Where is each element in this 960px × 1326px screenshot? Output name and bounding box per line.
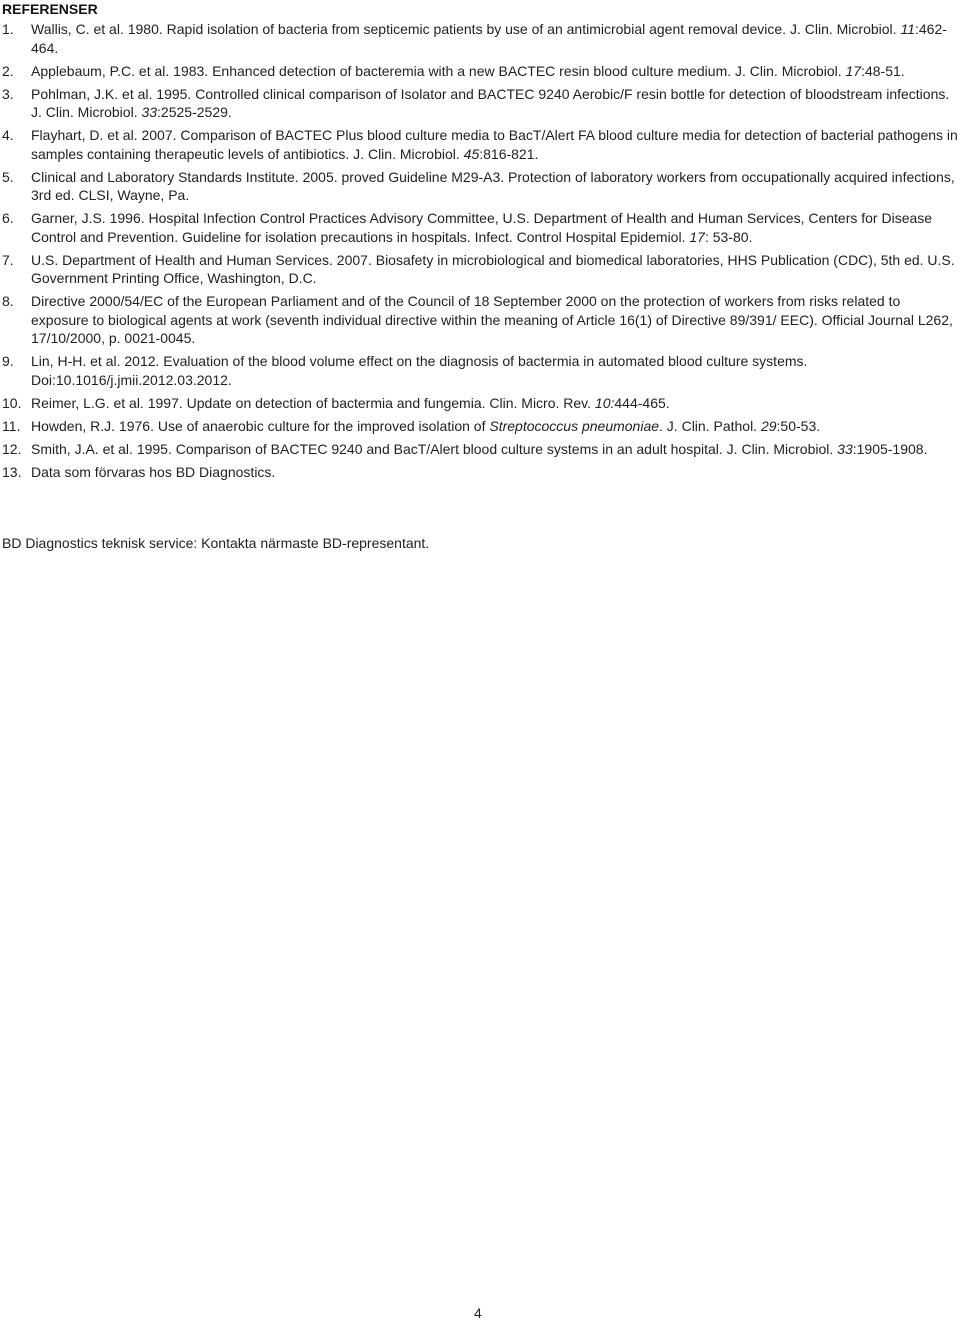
reference-text	[31, 394, 958, 413]
reference-text-segment: :48-51.	[861, 62, 905, 79]
reference-text	[31, 85, 958, 122]
reference-text-segment: Lin, H-H. et al. 2012. Evaluation of the blood volume effect on the diagnosis of bactermia in automated blood culture systems. Doi:10.1016/j.jmii.2012.03.2012.	[31, 353, 808, 388]
reference-number: 5.	[2, 168, 14, 185]
service-note: BD Diagnostics teknisk service: Kontakta närmaste BD-representant.	[2, 535, 430, 551]
reference-number: 1.	[2, 21, 14, 37]
reference-item	[0, 126, 958, 163]
reference-item	[0, 20, 958, 57]
reference-text-segment: Howden, R.J. 1976. Use of anaerobic culture for the improved isolation of	[31, 417, 490, 434]
reference-item	[0, 209, 958, 246]
reference-number: 2.	[2, 62, 14, 79]
references-heading: REFERENSER	[2, 1, 98, 17]
reference-italic-segment: 10:	[594, 394, 615, 411]
reference-text-segment: Data som förvaras hos BD Diagnostics.	[31, 463, 276, 480]
reference-italic-segment: 33	[837, 440, 853, 457]
reference-text	[31, 440, 958, 459]
reference-text	[31, 168, 958, 205]
reference-item	[0, 62, 958, 81]
reference-text-segment: Directive 2000/54/EC of the European Parliament and of the Council of 18 September 2000 on the protection of workers from risks related to exposure to biological agents at work (seventh individual directive within the meaning of Article 16(1) of Directive 89/391/ EEC). Official Journal L262, 17/10/2000, p. 0021-0045.	[31, 293, 953, 346]
reference-text	[31, 20, 958, 57]
reference-list	[0, 20, 958, 486]
reference-text-segment: . J. Clin. Pathol.	[659, 417, 761, 434]
reference-number: 6.	[2, 210, 14, 226]
reference-text-segment: :462-464.	[31, 21, 947, 56]
reference-text-segment: Applebaum, P.C. et al. 1983. Enhanced detection of bacteremia with a new BACTEC resin blood culture medium. J. Clin. Microbiol.	[31, 62, 846, 79]
reference-item	[0, 463, 958, 482]
reference-text	[31, 352, 958, 389]
reference-text	[31, 62, 958, 81]
reference-item	[0, 168, 958, 205]
reference-text-segment: Pohlman, J.K. et al. 1995. Controlled clinical comparison of Isolator and BACTEC 9240 Aerobic/F resin bottle for detection of bloodstream infections. J. Clin. Microbiol.	[31, 85, 950, 120]
reference-italic-segment: 33	[141, 104, 158, 120]
reference-text	[31, 463, 958, 482]
reference-text-segment: U.S. Department of Health and Human Services. 2007. Biosafety in microbiological and biomedical laboratories, HHS Publication (CDC), 5th ed. U.S. Government Printing Office, Washington, D.C.	[31, 251, 955, 286]
reference-text-segment: :2525-2529.	[157, 104, 232, 120]
reference-number: 3.	[2, 85, 14, 102]
reference-text-segment: Wallis, C. et al. 1980. Rapid isolation of bacteria from septicemic patients by use of an antimicrobial agent removal device. J. Clin. Microbiol.	[31, 21, 901, 37]
reference-text-segment: : 53-80.	[704, 228, 753, 245]
reference-text-segment: :816-821.	[479, 145, 539, 162]
reference-number: 10.	[2, 394, 22, 411]
reference-number: 4.	[2, 127, 14, 143]
reference-number: 8.	[2, 293, 14, 309]
reference-italic-segment: 29	[760, 417, 777, 434]
reference-number: 12.	[2, 440, 22, 457]
reference-text	[31, 417, 958, 436]
reference-number: 13.	[2, 463, 22, 480]
reference-item	[0, 394, 958, 413]
reference-item	[0, 85, 958, 122]
reference-italic-segment: 17	[689, 228, 705, 245]
reference-item	[0, 251, 958, 288]
reference-text-segment: Flayhart, D. et al. 2007. Comparison of BACTEC Plus blood culture media to BacT/Alert FA blood culture media for detection of bacterial pathogens in samples containing therapeutic levels of antibiotics. J. Clin. Microbiol.	[31, 127, 958, 162]
reference-italic-segment: 17	[845, 62, 862, 79]
reference-text-segment: Garner, J.S. 1996. Hospital Infection Control Practices Advisory Committee, U.S. Department of Health and Human Services, Centers for Disease Control and Prevention. Guideline for isolation precautions in hospitals. Infect. Control Hospital Epidemiol.	[31, 210, 933, 245]
reference-text	[31, 126, 958, 163]
page-number: 4	[474, 1305, 482, 1321]
reference-text	[31, 251, 958, 288]
reference-number: 11.	[2, 417, 21, 434]
reference-text-segment: Reimer, L.G. et al. 1997. Update on detection of bactermia and fungemia. Clin. Micro. Rev.	[31, 394, 595, 411]
reference-text	[31, 209, 958, 246]
reference-text-segment: :50-53.	[776, 417, 821, 434]
reference-item	[0, 292, 958, 348]
reference-text-segment: Smith, J.A. et al. 1995. Comparison of BACTEC 9240 and BacT/Alert blood culture systems in an adult hospital. J. Clin. Microbiol.	[31, 440, 838, 457]
reference-text-segment: :1905-1908.	[852, 440, 928, 457]
reference-italic-segment: 11	[900, 21, 915, 37]
reference-number: 7.	[2, 251, 14, 268]
reference-item	[0, 440, 958, 459]
reference-text	[31, 292, 958, 348]
reference-item	[0, 352, 958, 389]
reference-italic-segment: 45	[463, 145, 480, 162]
reference-text-segment: 444-465.	[614, 394, 670, 411]
reference-italic-segment: Streptococcus pneumoniae	[489, 417, 660, 434]
reference-text-segment: Clinical and Laboratory Standards Institute. 2005. proved Guideline M29-A3. Protection of laboratory workers from occupationally acquired infections, 3rd ed. CLSI, Wayne, Pa.	[31, 168, 955, 203]
reference-number: 9.	[2, 353, 14, 369]
reference-item	[0, 417, 958, 436]
